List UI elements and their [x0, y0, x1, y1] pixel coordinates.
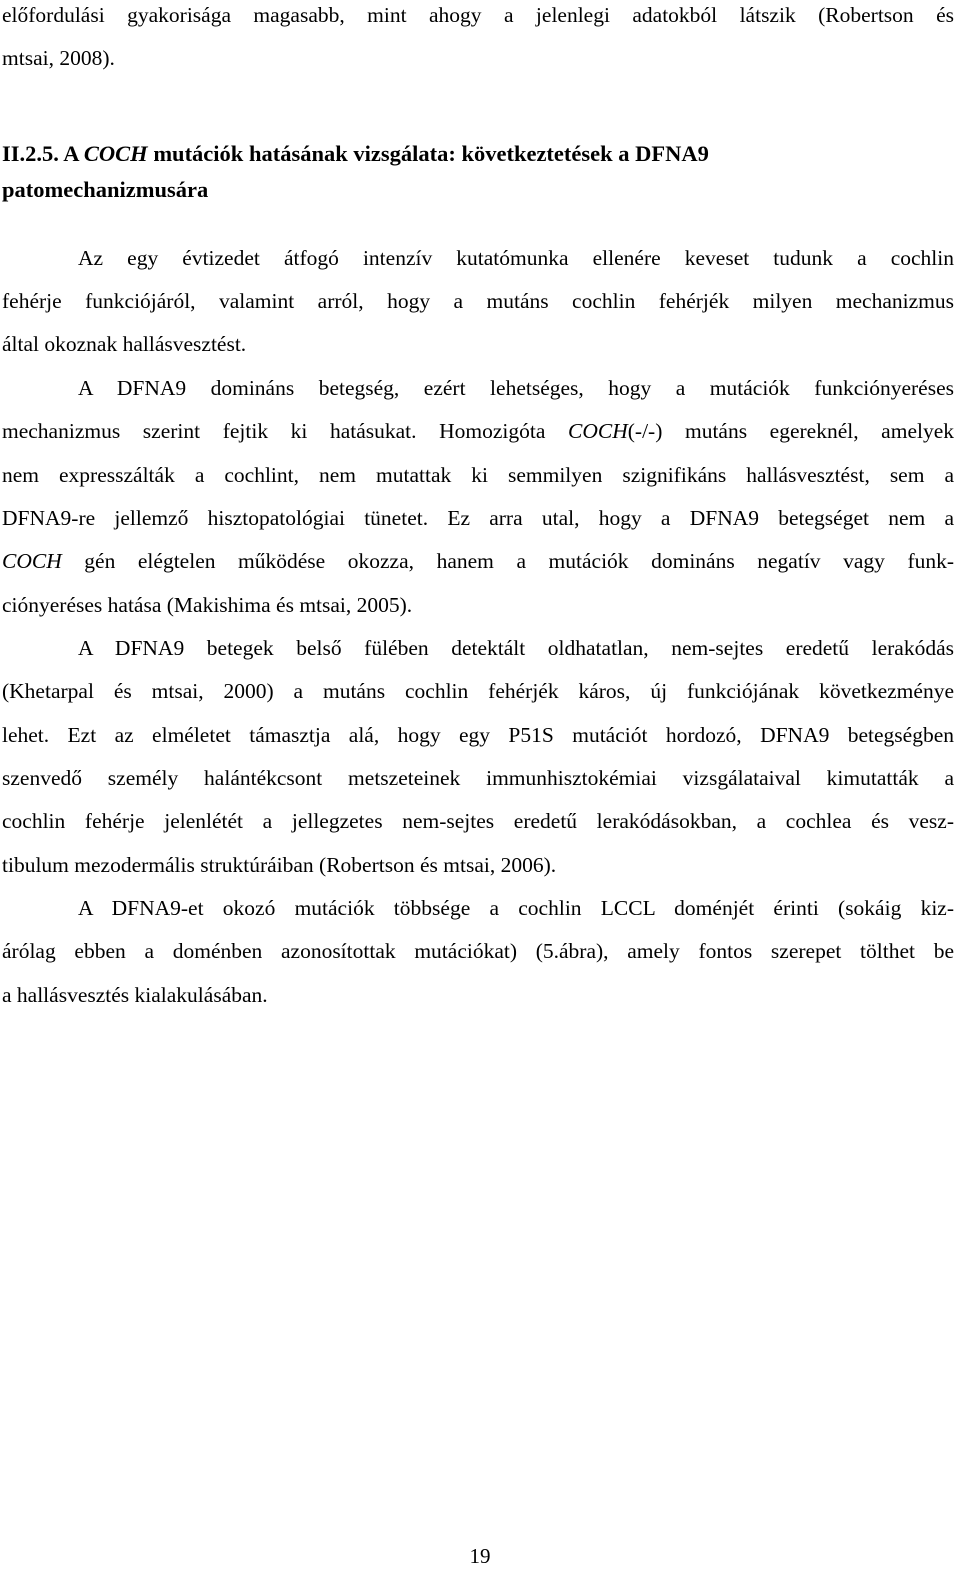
p2-line-1: A DFNA9 domináns betegség, ezért lehetséges, hogy a mutációk funkciónyeréses [78, 376, 954, 400]
heading-pre: A [63, 141, 79, 166]
p2-line-4: DFNA9-re jellemző hisztopatológiai tünetet. Ez arra utal, hogy a DFNA9 betegséget nem a [2, 506, 954, 530]
p2-line-6: ciónyeréses hatása (Makishima és mtsai, 2005). [2, 593, 413, 617]
p4-line-3: a hallásvesztés kialakulásában. [2, 983, 268, 1007]
p3-line-5: cochlin fehérje jelenlétét a jellegzetes nem-sejtes eredetű lerakódásokban, a cochlea és vesz- [2, 809, 954, 833]
p3-line-1: A DFNA9 betegek belső fülében detektált oldhatatlan, nem-sejtes eredetű lerakódás [78, 636, 954, 660]
page-number: 19 [469, 1544, 491, 1568]
p3-line-2: (Khetarpal és mtsai, 2000) a mutáns cochlin fehérjék káros, új funkciójának következménye [2, 679, 954, 703]
intro-line-1: előfordulási gyakorisága magasabb, mint ahogy a jelenlegi adatokból látszik (Robertson és [2, 3, 954, 27]
p2-line-2: mechanizmus szerint fejtik ki hatásukat. Homozigóta COCH(-/-) mutáns egereknél, amelyek [2, 419, 955, 443]
p3-line-3: lehet. Ezt az elméletet támasztja alá, hogy egy P51S mutációt hordozó, DFNA9 betegségben [2, 723, 954, 747]
p3-line-6: tibulum mezodermális struktúráiban (Robertson és mtsai, 2006). [2, 853, 557, 877]
section-heading [2, 141, 954, 167]
p3-line-4: szenvedő személy halántékcsont metszeteinek immunhisztokémiai vizsgálataival kimutatták a [2, 766, 954, 790]
p2-line-5: COCH gén elégtelen működése okozza, hanem a mutációk domináns negatív vagy funk- [2, 549, 955, 573]
gene-name: COCH [2, 549, 62, 573]
section-number: II.2.5. [2, 141, 59, 166]
p1-line-1: Az egy évtizedet átfogó intenzív kutatómunka ellenére keveset tudunk a cochlin [78, 246, 954, 270]
heading-post: mutációk hatásának vizsgálata: következtetések a DFNA9 [153, 141, 709, 166]
intro-line-2: mtsai, 2008). [2, 46, 115, 70]
p4-line-2: árólag ebben a doménben azonosítottak mutációkat) (5.ábra), amely fontos szerepet tölthet be [2, 939, 954, 963]
p1-line-2: fehérje funkciójáról, valamint arról, hogy a mutáns cochlin fehérjék milyen mechanizmus [2, 289, 954, 313]
gene-name: COCH [568, 419, 628, 443]
section-heading-line-2: patomechanizmusára [2, 177, 209, 202]
p2-line-3: nem expresszálták a cochlint, nem mutattak ki semmilyen szignifikáns hallásvesztést, sem a [2, 463, 954, 487]
p4-line-1: A DFNA9-et okozó mutációk többsége a cochlin LCCL doménjét érinti (sokáig kiz- [78, 896, 954, 920]
heading-gene: COCH [83, 141, 148, 166]
p1-line-3: által okoznak hallásvesztést. [2, 332, 247, 356]
